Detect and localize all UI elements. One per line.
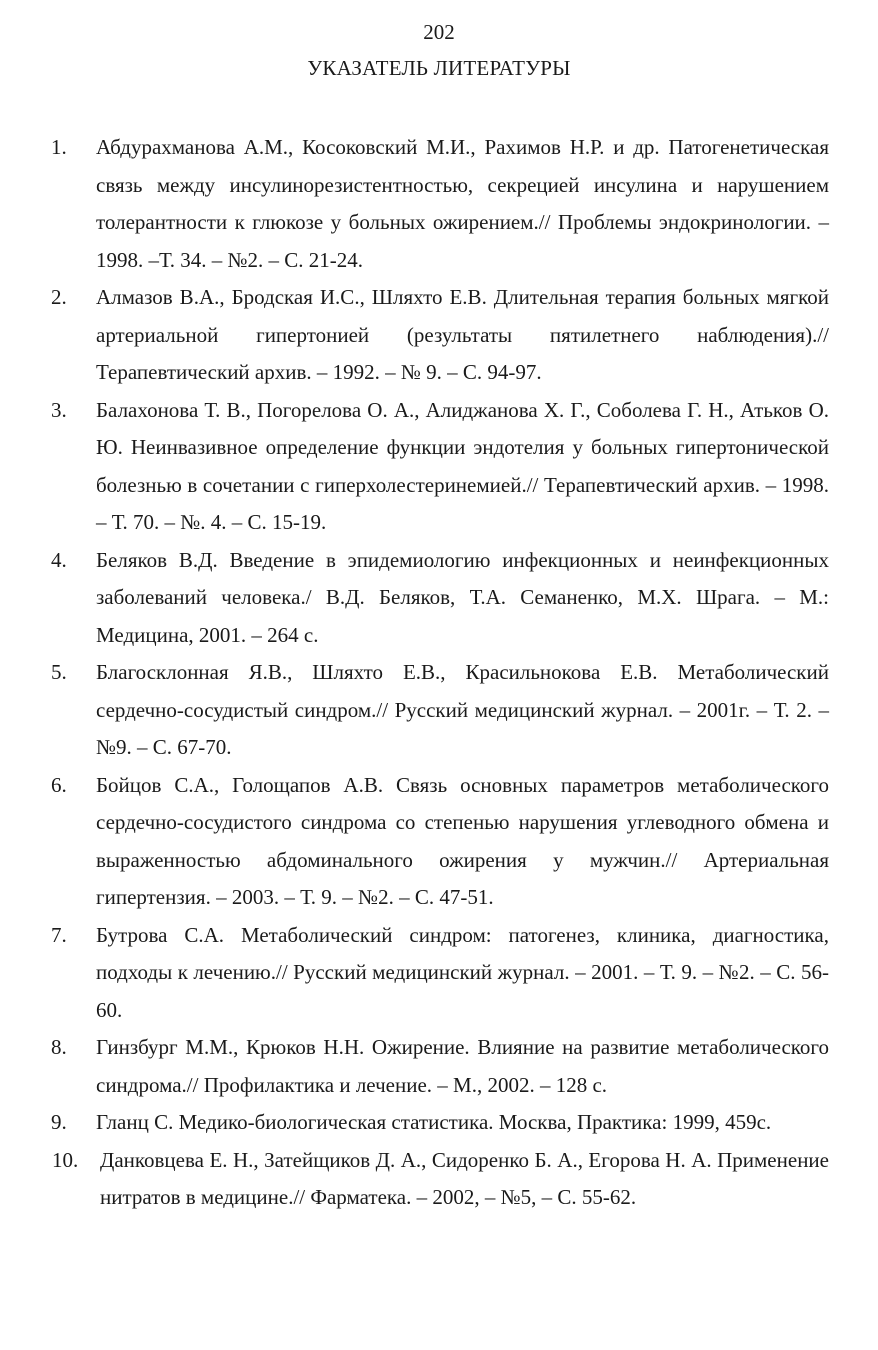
reference-item-2: [0, 279, 878, 392]
reference-item-3: [0, 392, 878, 542]
reference-item-4: [0, 542, 878, 655]
reference-item-9: [0, 1104, 878, 1142]
reference-number: 1.: [51, 135, 67, 159]
reference-item-1: [0, 129, 878, 279]
reference-text: Алмазов В.А., Бродская И.С., Шляхто Е.В. Длительная терапия больных мягкой артериальной гипертонией (результаты пятилетнего наблюдения).// Терапевтический архив. – 1992. – № 9. – С. 94-97.: [96, 285, 829, 384]
reference-number: 2.: [51, 285, 67, 309]
page-number: 202: [423, 20, 455, 44]
reference-text: Гинзбург М.М., Крюков Н.Н. Ожирение. Влияние на развитие метаболического синдрома.// Профилактика и лечение. – М., 2002. – 128 с.: [96, 1035, 829, 1097]
reference-number: 7.: [51, 922, 67, 947]
page-title: УКАЗАТЕЛЬ ЛИТЕРАТУРЫ: [307, 56, 571, 80]
reference-item-8: [0, 1029, 878, 1104]
reference-number: 3.: [51, 397, 67, 422]
reference-text: Бутрова С.А. Метаболический синдром: патогенез, клиника, диагностика, подходы к лечению.// Русский медицинский журнал. – 2001. – Т. 9. – №2. – С. 56-60.: [96, 922, 829, 1022]
reference-text: Гланц С. Медико-биологическая статистика. Москва, Практика: 1999, 459с.: [96, 1110, 772, 1134]
reference-item-6: [0, 767, 878, 917]
reference-text: Благосклонная Я.В., Шляхто Е.В., Красильнокова Е.В. Метаболический сердечно-сосудистый синдром.// Русский медицинский журнал. – 2001г. – Т. 2. – №9. – С. 67-70.: [96, 660, 829, 759]
reference-list: [0, 129, 878, 1217]
reference-number: 6.: [51, 772, 67, 797]
reference-item-5: [0, 654, 878, 767]
reference-number: 10.: [52, 1147, 79, 1172]
reference-item-7: [0, 917, 878, 1030]
reference-text: Абдурахманова А.М., Косоковский М.И., Рахимов Н.Р. и др. Патогенетическая связь между инсулинорезистентностью, секрецией инсулина и нарушением толерантности к глюкозе у больных ожирением.// Проблемы эндокринологии. – 1998. –Т. 34. – №2. – С. 21-24.: [96, 135, 829, 272]
reference-text: Данковцева Е. Н., Затейщиков Д. А., Сидоренко Б. А., Егорова Н. А. Применение нитратов в медицине.// Фарматека. – 2002, – №5, – С. 55-62.: [100, 1147, 829, 1209]
reference-item-10: [0, 1142, 878, 1217]
reference-text: Балахонова Т. В., Погорелова О. А., Алиджанова Х. Г., Соболева Г. Н., Атьков О. Ю. Неинвазивное определение функции эндотелия у больных гипертонической болезнью в сочетании с гиперхолестеринемией.// Терапевтический архив. – 1998. – Т. 70. – №. 4. – С. 15-19.: [96, 397, 829, 534]
reference-number: 8.: [51, 1035, 67, 1059]
reference-text: Бойцов С.А., Голощапов А.В. Связь основных параметров метаболического сердечно-сосудистого синдрома со степенью нарушения углеводного обмена и выраженностью абдоминального ожирения у мужчин.// Артериальная гипертензия. – 2003. – Т. 9. – №2. – С. 47-51.: [96, 772, 829, 909]
reference-number: 5.: [51, 660, 67, 684]
reference-text: Беляков В.Д. Введение в эпидемиологию инфекционных и неинфекционных заболеваний человека./ В.Д. Беляков, Т.А. Семаненко, М.Х. Шрага. – М.: Медицина, 2001. – 264 с.: [96, 547, 829, 647]
reference-number: 9.: [51, 1110, 67, 1134]
reference-number: 4.: [51, 547, 67, 572]
